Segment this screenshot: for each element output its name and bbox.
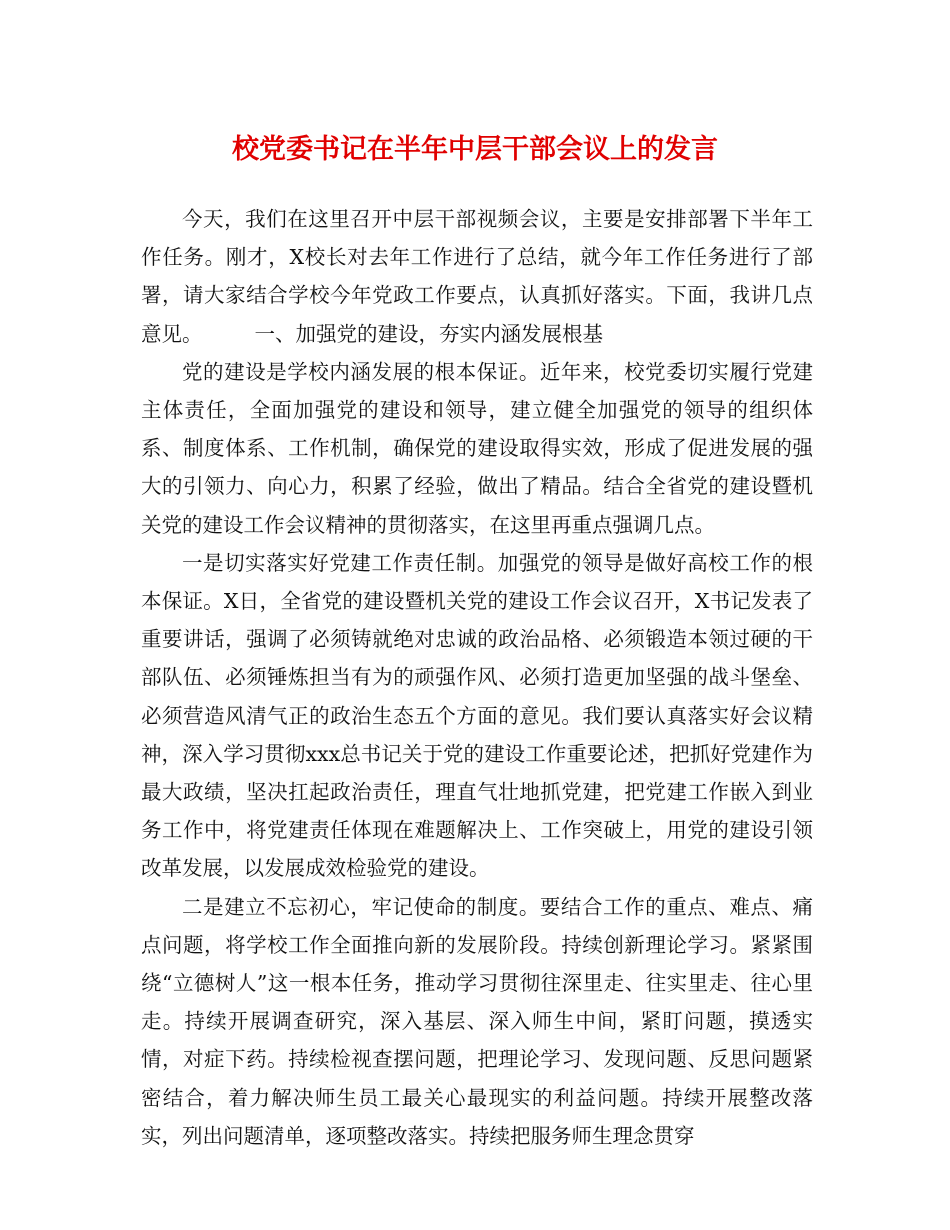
paragraph: 党的建设是学校内涵发展的根本保证。近年来，校党委切实履行党建主体责任，全面加强党的建设和领导，建立健全加强党的领导的组织体系、制度体系、工作机制，确保党的建设取得实效，形成了促进发展的强大的引领力、向心力，积累了经验，做出了精品。结合全省党的建设暨机关党的建设工作会议精神的贯彻落实，在这里再重点强调几点。 [141,359,813,537]
document-title: 校党委书记在半年中层干部会议上的发言 [232,134,718,165]
paragraph-intro [141,200,813,353]
paragraph: 二是建立不忘初心，牢记使命的制度。要结合工作的重点、难点、痛点问题，将学校工作全面推向新的发展阶段。持续创新理论学习。紧紧围绕“立德树人”这一根本任务，推动学习贯彻往深里走、往实里走、往心里走。持续开展调查研究，深入基层、深入师生中间，紧盯问题，摸透实情，对症下药。持续检视查摆问题，把理论学习、发现问题、反思问题紧密结合，着力解决师生员工最关心最现实的利益问题。持续开展整改落实，列出问题清单，逐项整改落实。持续把服务师生理念贯穿 [141,894,813,1148]
section-heading: 一、加强党的建设，夯实内涵发展根基 [254,321,603,346]
document-body [141,200,813,1155]
paragraph-text: 今天，我们在这里召开中层干部视频会议，主要是安排部署下半年工作任务。刚才，X校长对去年工作进行了总结，就今年工作任务进行了部署，请大家结合学校今年党政工作要点，认真抓好落实。下面，我讲几点意见。 [141,207,813,346]
paragraph: 一是切实落实好党建工作责任制。加强党的领导是做好高校工作的根本保证。X日，全省党的建设暨机关党的建设工作会议召开，X书记发表了重要讲话，强调了必须铸就绝对忠诚的政治品格、必须锻造本领过硬的干部队伍、必须锤炼担当有为的顽强作风、必须打造更加坚强的战斗堡垒、必须营造风清气正的政治生态五个方面的意见。我们要认真落实好会议精神，深入学习贯彻xxx总书记关于党的建设工作重要论述，把抓好党建作为最大政绩，坚决扛起政治责任，理直气壮地抓党建，把党建工作嵌入到业务工作中，将党建责任体现在难题解决上、工作突破上，用党的建设引领改革发展，以发展成效检验党的建设。 [141,550,813,881]
